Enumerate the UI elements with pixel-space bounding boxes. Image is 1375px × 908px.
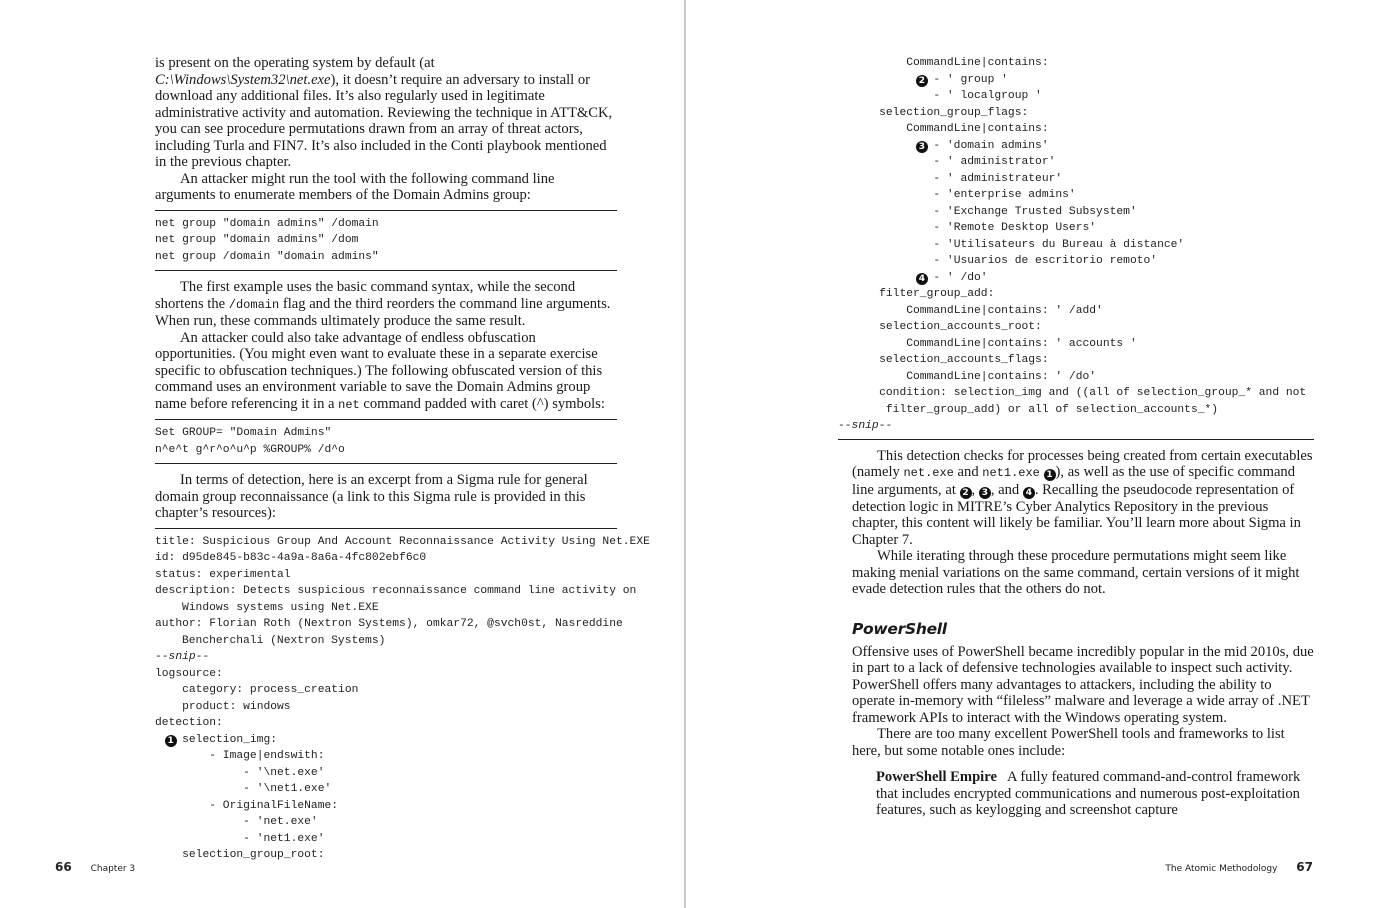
code-line: author: Florian Roth (Nextron Systems), omkar72, @svch0st, Nasreddine [155,618,623,630]
code-line: CommandLine|contains: ' accounts ' [852,337,1137,350]
code-line-callout-2 [852,72,1314,89]
code-line: - ' localgroup ' [852,90,1042,102]
paragraph-powershell-tools: There are too many excellent PowerShell tools and frameworks to list here, but some notable ones include: [852,726,1285,759]
running-footer-title: The Atomic Methodology [1165,864,1278,874]
running-footer-chapter: Chapter 3 [90,864,136,874]
code-line-text: - 'domain admins' [933,139,1049,152]
paragraph-powershell-intro: Offensive uses of PowerShell became incredibly popular in the mid 2010s, due in part to a lack of defensive technologies available to inspect such activity. PowerShell offers many advantages to attackers, including the ability to operate in-memory with “fileless” malware and leverage a wide array of .NET framework APIs to interact with the Windows operating system. [852,643,1314,726]
code-line: CommandLine|contains: ' /do' [852,370,1097,383]
code-line: - '\net1.exe' [155,783,332,795]
code-line: selection_group_root: [155,849,325,861]
callout-4-icon: 4 [916,273,928,285]
code-line: Bencherchali (Nextron Systems) [182,634,386,647]
code-line: selection_group_flags: [852,106,1029,119]
callout-2-ref-icon: 2 [960,487,972,499]
snip-marker: --snip-- [838,420,893,432]
paragraph-attacker-run: An attacker might run the tool with the following command line arguments to enumerate members of the Domain Admins group: [155,170,555,203]
definition-powershell-empire [876,769,1314,819]
left-page [0,0,684,908]
paragraph-net-exe-intro: is present on the operating system by default (at C:\Windows\System32\net.exe), it doesn’t require an adversary to install or download any additional files. It’s also regularly used in legitimate administrative activity and automation. Reviewing the technique in ATT&CK, you can see procedure permutations drawn from an array of threat actors, including Turla and FIN7. It’s also included in the Conti playbook mentioned in the previous chapter. [155,55,613,170]
snip-marker: --snip-- [155,651,210,663]
code-line: - ' administrator' [852,156,1056,168]
callout-2-icon: 2 [916,75,928,87]
code-line: filter_group_add: [852,288,995,300]
callout-1-ref-icon: 1 [1044,469,1056,481]
code-line: - ' administrateur' [852,172,1063,185]
code-line: n^e^t g^r^o^u^p %GROUP% /d^o [155,443,345,456]
code-line: net group /domain "domain admins" [155,250,379,263]
code-line: logsource: [155,667,223,680]
paragraph-detection-intro: In terms of detection, here is an excerpt from a Sigma rule for general domain group reconnaissance (a link to this Sigma rule is provided in this chapter’s resources): [155,472,588,521]
code-line: selection_accounts_root: [852,321,1042,333]
code-line: - 'Remote Desktop Users' [852,222,1097,234]
code-line: product: windows [155,700,291,713]
code-line: - Image|endswith: [155,750,325,762]
code-line: condition: selection_img and ((all of selection_group_* and not [852,387,1307,399]
code-line: - 'net.exe' [155,816,318,828]
paragraph-syntax-explanation: The first example uses the basic command syntax, while the second shortens the /domain flag and the third reorders the command line arguments. When run, these commands ultimately produce the same result. [155,279,611,329]
code-line-text: - ' /do' [933,271,988,284]
code-line: - '\net.exe' [155,766,325,779]
code-line: title: Suspicious Group And Account Reconnaissance Activity Using Net.EXE [155,535,650,548]
code-block-net-group [155,210,617,272]
paragraph-detection-explanation: This detection checks for processes being created from certain executables (namely net.exe and net1.exe 1 ), as well as the use of specific command line arguments, at 2 , 3 , and 4 . Recalling the pseudocode representation of detection logic in MITRE’s Cyber Analytics Repository in the previous chapter, this content will likely be familiar. You’ll learn more about Sigma in Chapter 7. [852,447,1313,548]
code-block-sigma-rule [155,528,650,869]
code-line: description: Detects suspicious reconnaissance command line activity on [155,585,637,597]
code-line: - 'Exchange Trusted Subsystem' [852,205,1137,218]
code-block-sigma-rule-continued [838,55,1314,440]
code-line: category: process_creation [155,684,359,696]
code-line-callout-3 [852,138,1314,155]
code-line: - OriginalFileName: [155,799,339,812]
code-line: Windows systems using Net.EXE [182,601,379,614]
code-line: selection_accounts_flags: [852,354,1049,366]
paragraph-obfuscation: An attacker could also take advantage of endless obfuscation opportunities. (You might even want to evaluate these in a separate exercise specific to obfuscation techniques.) The following obfuscated version of this command uses an environment variable to save the Domain Admins group name before referencing it in a net command padded with caret (^) symbols: [155,329,605,412]
callout-3-ref-icon: 3 [979,487,991,499]
code-block-obfuscated [155,419,617,464]
section-heading-powershell: PowerShell [852,619,947,638]
code-line: - 'enterprise admins' [852,189,1076,201]
code-line-callout-4 [852,270,1314,287]
page-number: 67 [1296,860,1313,874]
code-line-callout-1 [155,732,617,749]
left-page-footer [55,860,135,874]
code-line: - 'Utilisateurs du Bureau à distance' [852,238,1185,251]
page-number: 66 [55,860,72,874]
code-line: net group "domain admins" /domain [155,217,379,230]
code-line: net group "domain admins" /dom [155,234,359,246]
paragraph-permutations: While iterating through these procedure permutations might seem like making menial variations on the same command, certain versions of it might evade detection rules that the others do not. [852,548,1300,597]
definition-term: PowerShell Empire [876,769,997,785]
right-text-column [838,55,1314,819]
code-line: - 'Usuarios de escritorio remoto' [852,255,1158,267]
callout-4-ref-icon: 4 [1023,487,1035,499]
code-line: CommandLine|contains: [852,123,1049,135]
definition-list [876,769,1314,819]
left-text-column [155,55,650,869]
right-page-footer [1165,860,1313,874]
code-line: status: experimental [155,568,291,581]
code-line: CommandLine|contains: [852,57,1049,69]
code-line: CommandLine|contains: ' /add' [852,304,1103,317]
definition-text: A fully featured command-and-control framework that includes encrypted communications and numerous post-exploitation features, such as keylogging and screenshot capture [876,769,1301,818]
code-line: id: d95de845-b83c-4a9a-8a6a-4fc802ebf6c0 [155,552,427,564]
code-line: detection: [155,717,223,729]
code-line: filter_group_add) or all of selection_accounts_*) [852,403,1219,416]
callout-1-icon: 1 [165,735,177,747]
callout-3-icon: 3 [916,141,928,153]
code-line: - 'net1.exe' [155,832,325,845]
code-line: Set GROUP= "Domain Admins" [155,427,332,439]
right-page [686,0,1375,908]
code-line-text: - ' group ' [933,73,1008,86]
code-line-text: selection_img: [182,733,278,746]
